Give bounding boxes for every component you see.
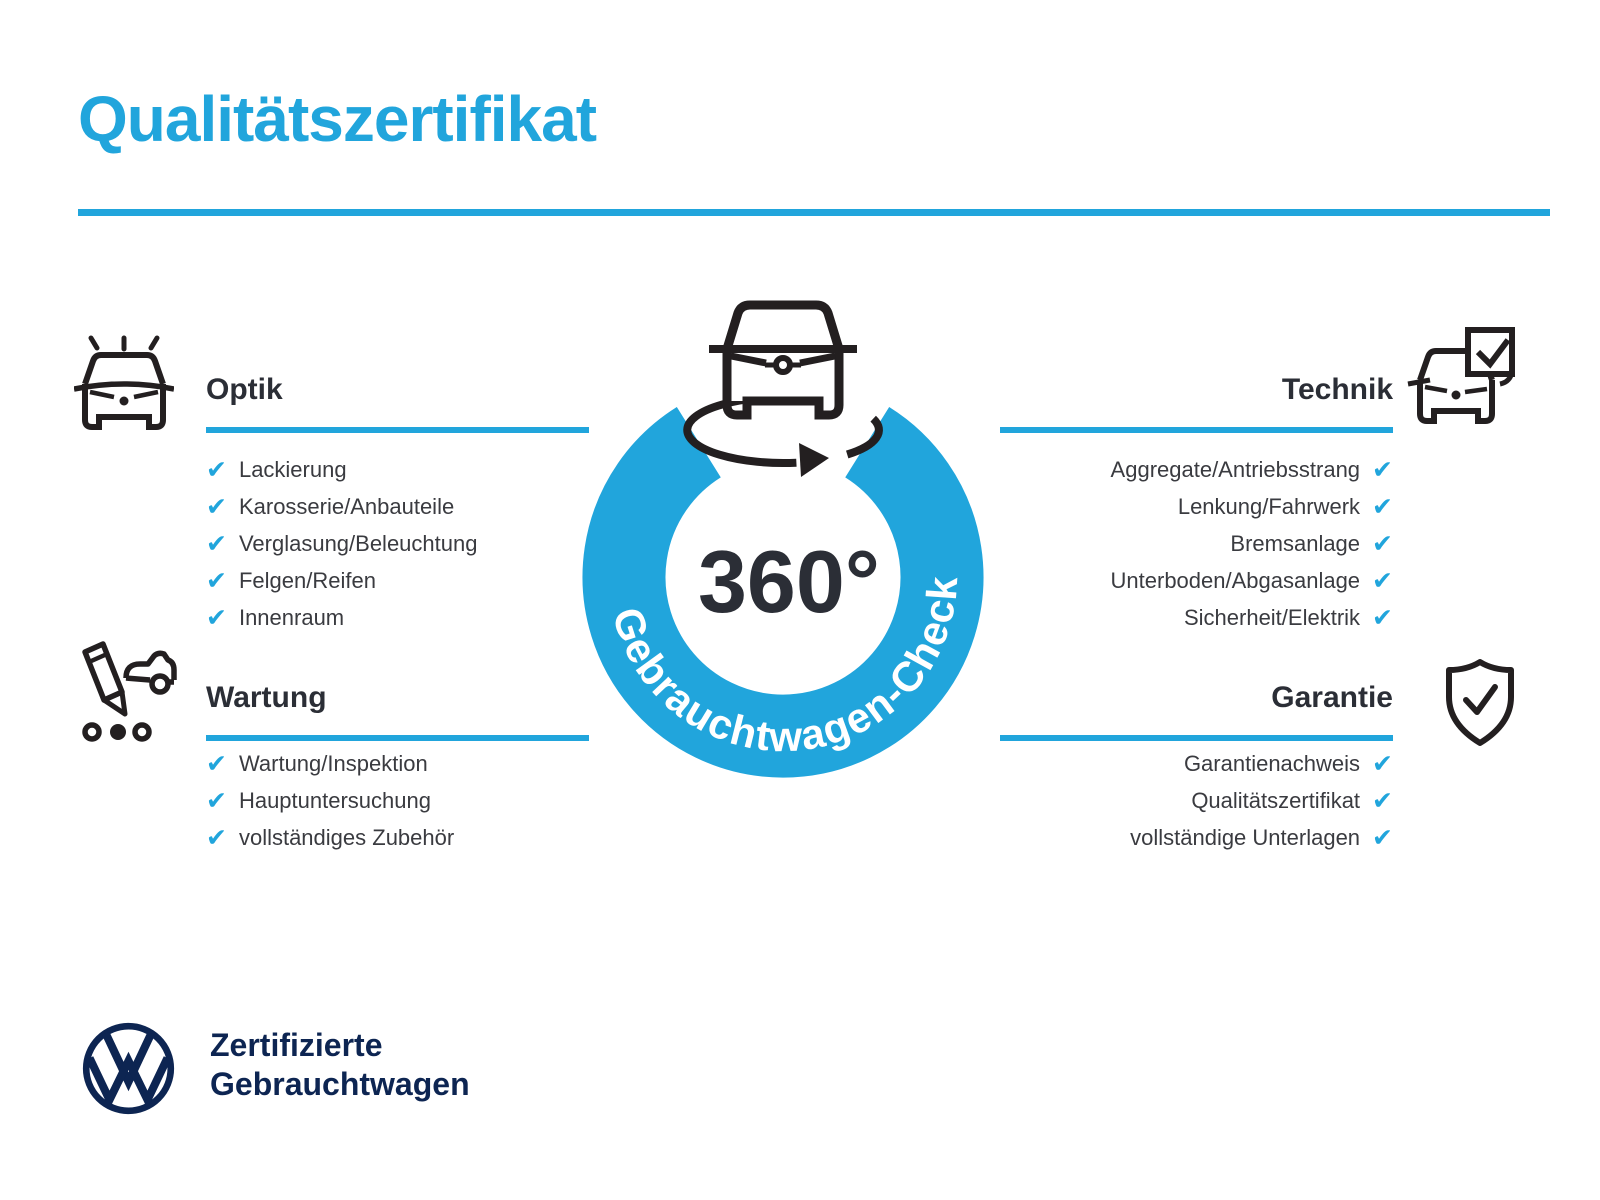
checklist-item-label: Felgen/Reifen — [238, 567, 376, 593]
car-checkbox-icon — [1406, 324, 1518, 430]
check-icon: ✔ — [1372, 492, 1393, 521]
checklist-technik — [1000, 433, 1393, 636]
checklist-item-label: vollständiges Zubehör — [238, 824, 455, 850]
checklist-item — [206, 451, 589, 488]
checklist-item — [1000, 599, 1393, 636]
checklist-item-label: Karosserie/Anbauteile — [238, 493, 455, 519]
check-icon: ✔ — [206, 823, 227, 852]
title-divider — [78, 209, 1550, 216]
check-icon: ✔ — [1372, 786, 1393, 815]
checklist-item-label: Hauptuntersuchung — [238, 787, 431, 813]
section-wartung — [206, 680, 589, 856]
checklist-item — [1000, 488, 1393, 525]
badge-360-gebrauchtwagen-check — [565, 287, 1005, 787]
car-shine-icon — [74, 328, 174, 432]
page-title: Qualitätszertifikat — [78, 83, 597, 155]
checklist-item-label: vollständige Unterlagen — [1130, 824, 1361, 850]
checklist-item — [206, 745, 589, 782]
checklist-item-label: Bremsanlage — [1230, 530, 1361, 556]
checklist-garantie — [1000, 741, 1393, 856]
check-icon: ✔ — [206, 786, 227, 815]
badge-degrees-label: 360° — [697, 532, 881, 631]
checklist-item-label: Lenkung/Fahrwerk — [1177, 493, 1361, 519]
section-heading-garantie: Garantie — [1271, 681, 1393, 714]
check-icon: ✔ — [206, 529, 227, 558]
checklist-item-label: Lackierung — [238, 456, 347, 482]
check-icon: ✔ — [206, 749, 227, 778]
check-icon: ✔ — [1372, 455, 1393, 484]
checklist-item — [1000, 819, 1393, 856]
section-garantie — [1000, 680, 1393, 856]
checklist-optik — [206, 433, 589, 636]
badge-ring-label: Gebrauchtwagen-Check — [603, 573, 967, 761]
check-icon: ✔ — [1372, 749, 1393, 778]
checklist-item — [206, 782, 589, 819]
brand-line2: Gebrauchtwagen — [210, 1066, 470, 1102]
checklist-item — [206, 819, 589, 856]
section-optik — [206, 372, 589, 636]
shield-check-icon — [1444, 658, 1516, 750]
checklist-item-label: Innenraum — [238, 604, 345, 630]
checklist-item — [1000, 525, 1393, 562]
section-heading-technik: Technik — [1281, 373, 1393, 406]
check-icon: ✔ — [206, 455, 227, 484]
check-icon: ✔ — [1372, 566, 1393, 595]
checklist-item-label: Qualitätszertifikat — [1191, 787, 1361, 813]
checklist-item-label: Aggregate/Antriebsstrang — [1110, 456, 1361, 482]
checklist-item-label: Wartung/Inspektion — [238, 750, 428, 776]
check-icon: ✔ — [206, 492, 227, 521]
brand-text — [210, 1026, 470, 1104]
checklist-item — [206, 599, 589, 636]
checklist-item — [1000, 562, 1393, 599]
car-360-rotation-icon — [687, 301, 879, 477]
checklist-item — [206, 525, 589, 562]
vw-logo — [81, 1021, 176, 1116]
checklist-item — [1000, 451, 1393, 488]
checklist-item-label: Sicherheit/Elektrik — [1183, 604, 1361, 630]
checklist-item — [1000, 745, 1393, 782]
checklist-wartung — [206, 741, 589, 856]
checklist-item — [1000, 782, 1393, 819]
check-icon: ✔ — [1372, 823, 1393, 852]
brand-line1: Zertifizierte — [210, 1027, 383, 1063]
section-heading-optik: Optik — [206, 373, 283, 406]
check-icon: ✔ — [1372, 529, 1393, 558]
check-icon: ✔ — [1372, 603, 1393, 632]
section-heading-wartung: Wartung — [206, 681, 327, 714]
check-icon: ✔ — [206, 566, 227, 595]
pencil-car-icon — [72, 640, 178, 750]
checklist-item — [206, 562, 589, 599]
checklist-item-label: Garantienachweis — [1183, 750, 1361, 776]
checklist-item-label: Verglasung/Beleuchtung — [238, 530, 478, 556]
check-icon: ✔ — [206, 603, 227, 632]
checklist-item — [206, 488, 589, 525]
checklist-item-label: Unterboden/Abgasanlage — [1110, 567, 1361, 593]
section-technik — [1000, 372, 1393, 636]
